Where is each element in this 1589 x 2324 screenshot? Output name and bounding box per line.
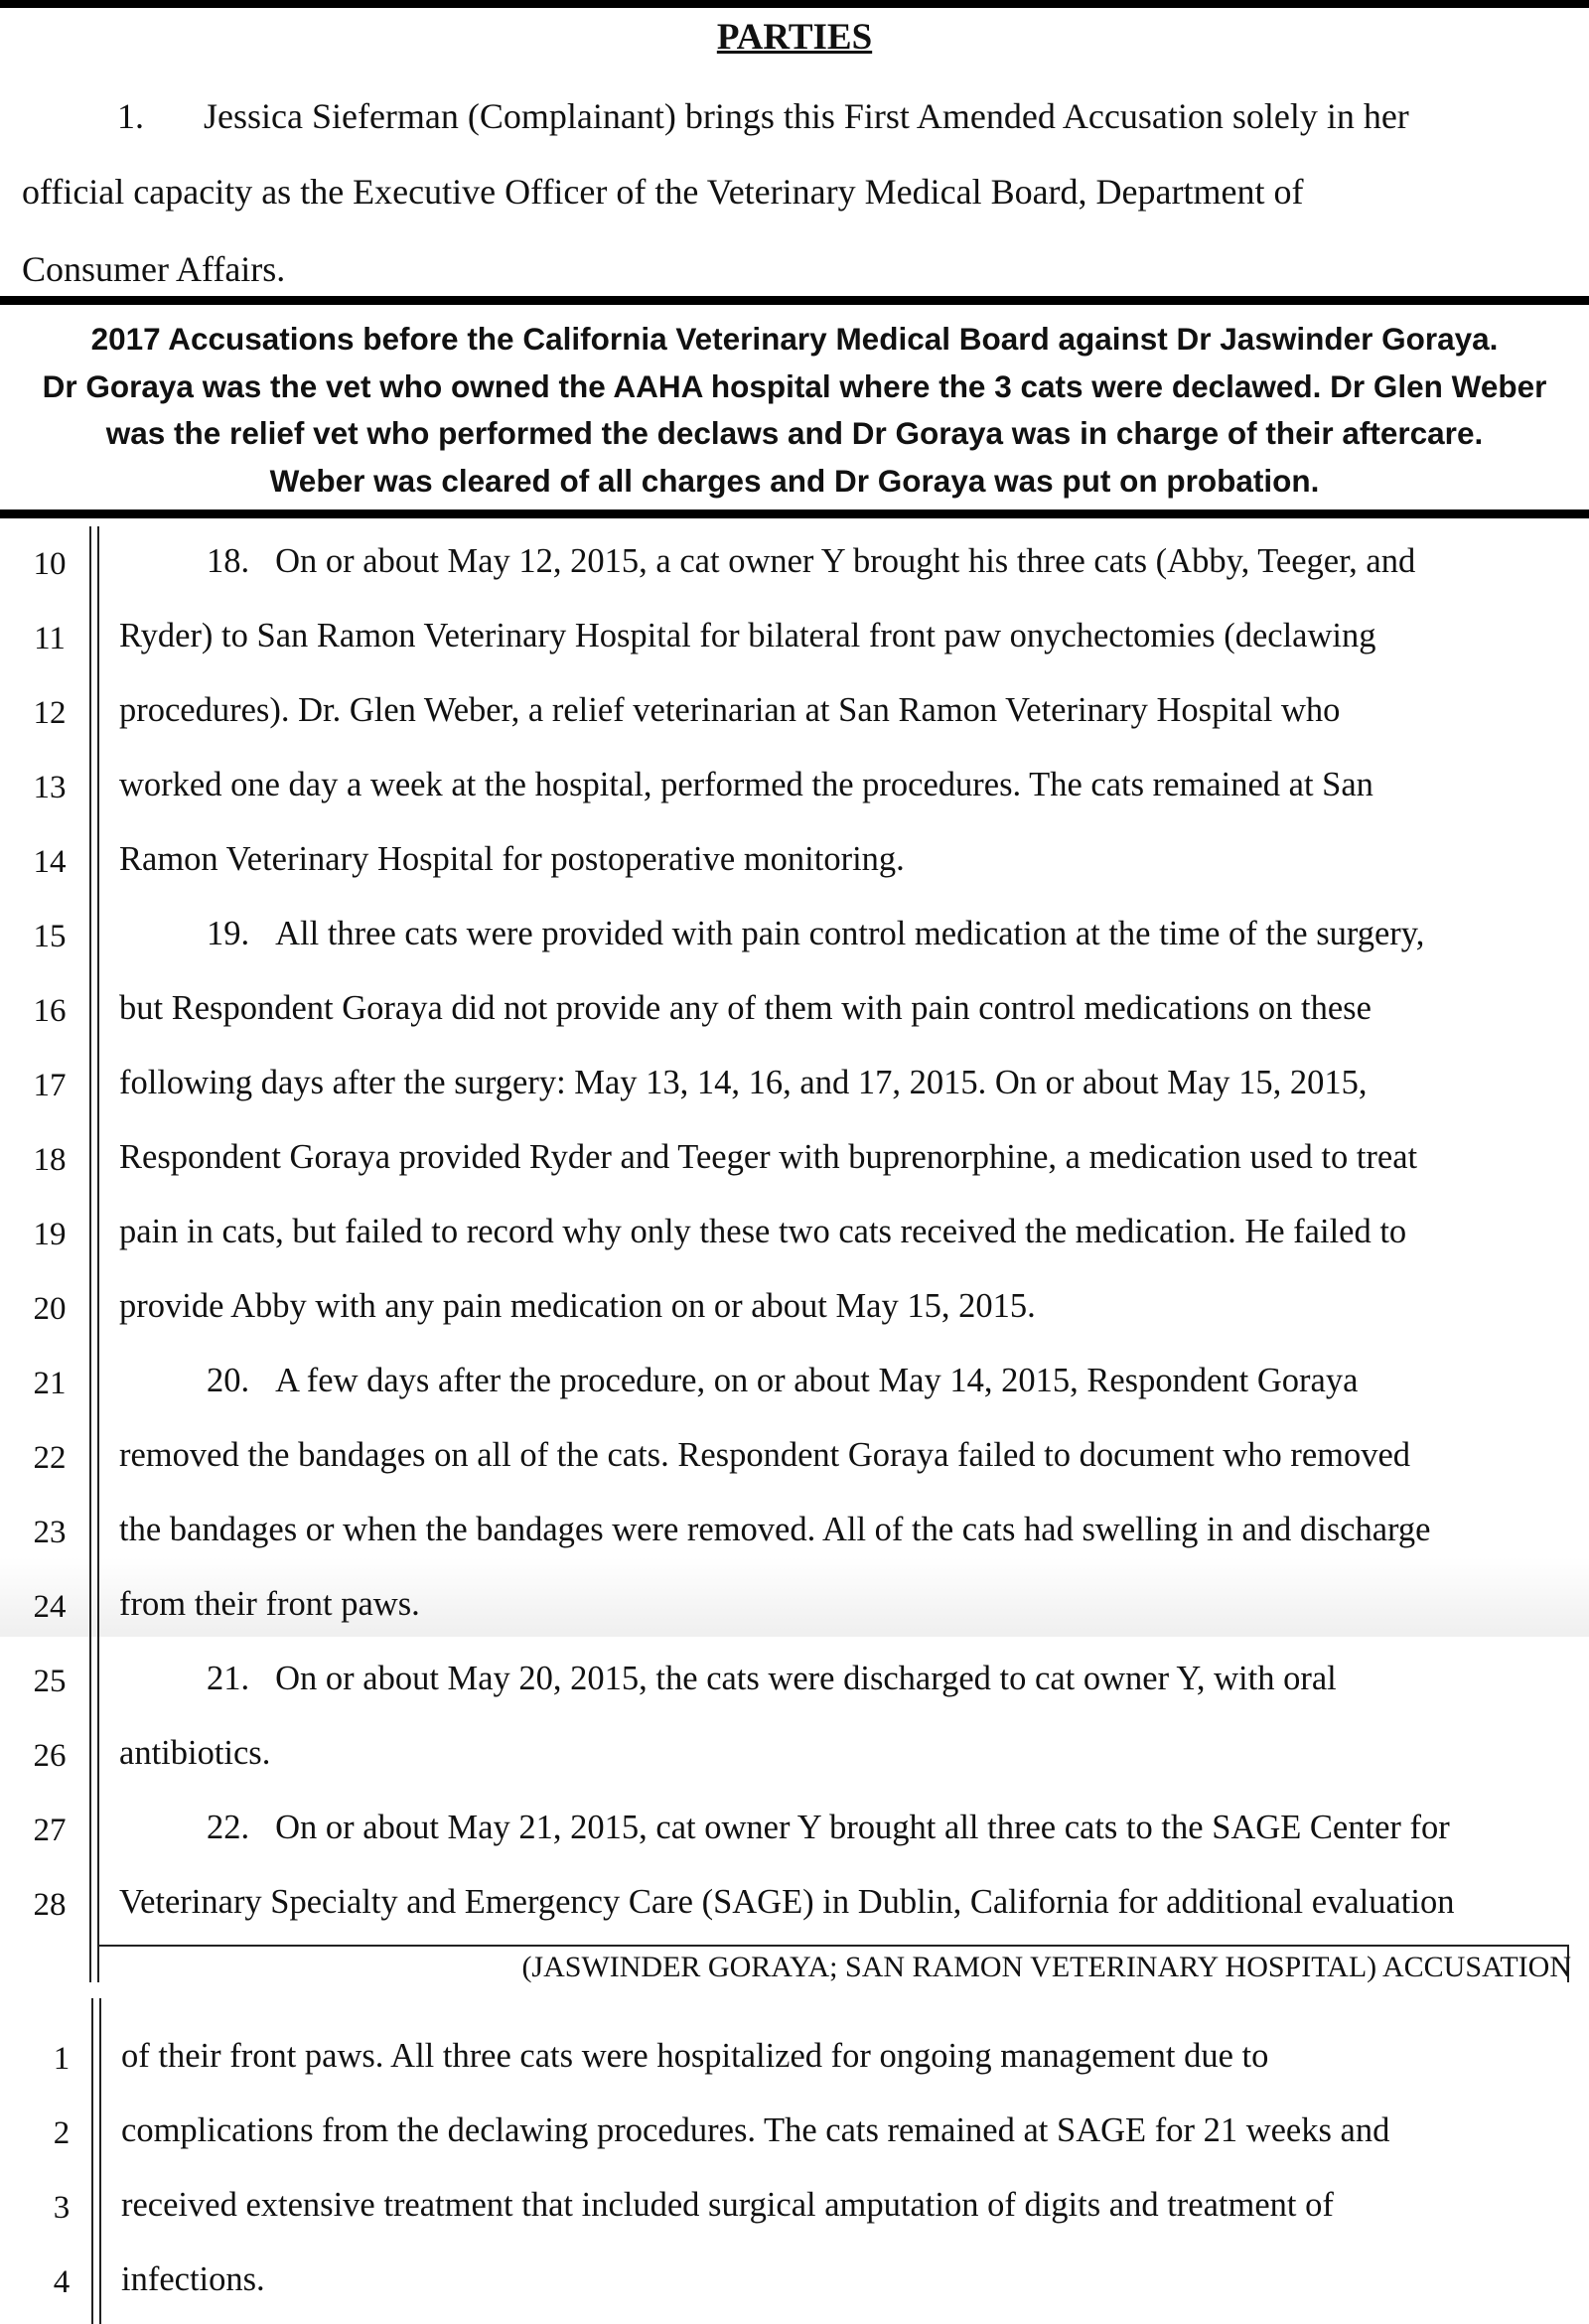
line-number: 4 <box>53 2264 71 2300</box>
text-line: worked one day a week at the hospital, performed the procedures. The cats remained at San <box>119 766 1373 803</box>
paragraph-number: 18. <box>207 542 250 580</box>
line-number: 26 <box>33 1738 67 1774</box>
line-text: All three cats were provided with pain control medication at the time of the surgery, <box>275 915 1425 952</box>
parties-line-2: official capacity as the Executive Officer of the Veterinary Medical Board, Department of <box>22 172 1304 212</box>
line-number: 21 <box>33 1366 67 1401</box>
parties-heading: PARTIES <box>716 17 873 58</box>
footer-caption: (JASWINDER GORAYA; SAN RAMON VETERINARY HOSPITAL) ACCUSATION <box>521 1951 1571 1983</box>
line-number: 12 <box>33 695 67 731</box>
text-line <box>207 1362 1358 1400</box>
caption-line-4: Weber was cleared of all charges and Dr Goraya was put on probation. <box>269 462 1320 499</box>
line-number: 16 <box>33 993 67 1029</box>
paragraph-number: 21. <box>207 1660 250 1697</box>
text-line: complications from the declawing procedures. The cats remained at SAGE for 21 weeks and <box>121 2111 1390 2149</box>
line-number: 11 <box>34 621 66 656</box>
text-line: Veterinary Specialty and Emergency Care (SAGE) in Dublin, California for additional evaluation <box>119 1883 1455 1921</box>
line-number: 15 <box>33 919 67 954</box>
text-line <box>207 1809 1450 1847</box>
paragraph-number: 20. <box>207 1362 250 1399</box>
margin-line-right <box>97 526 99 1982</box>
top-rule <box>0 0 1589 8</box>
line-number: 24 <box>33 1589 67 1625</box>
line-number: 2 <box>53 2115 71 2151</box>
line-number: 3 <box>53 2190 71 2226</box>
line-number: 25 <box>33 1664 67 1699</box>
text-line: following days after the surgery: May 13, 14, 16, and 17, 2015. On or about May 15, 2015, <box>119 1064 1368 1101</box>
line-number: 27 <box>33 1813 67 1848</box>
parties-paragraph-number: 1. <box>117 96 144 136</box>
text-line <box>207 915 1424 953</box>
caption-line-2: Dr Goraya was the vet who owned the AAHA hospital where the 3 cats were declawed. Dr Glen Weber <box>42 367 1547 404</box>
caption-line-1: 2017 Accusations before the California Veterinary Medical Board against Dr Jaswinder Goraya. <box>90 321 1499 357</box>
line-text: On or about May 21, 2015, cat owner Y brought all three cats to the SAGE Center for <box>275 1809 1450 1846</box>
line-number: 18 <box>33 1142 67 1178</box>
line-text: On or about May 20, 2015, the cats were discharged to cat owner Y, with oral <box>275 1660 1337 1697</box>
parties-line-1: Jessica Sieferman (Complainant) brings this First Amended Accusation solely in her <box>204 96 1409 136</box>
caption-top-rule <box>0 296 1589 305</box>
line-number: 13 <box>33 770 67 805</box>
text-line: pain in cats, but failed to record why only these two cats received the medication. He failed to <box>119 1213 1407 1250</box>
caption-line-3: was the relief vet who performed the declaws and Dr Goraya was in charge of their aftercare. <box>105 415 1484 451</box>
paragraph-number: 22. <box>207 1809 250 1846</box>
text-line: provide Abby with any pain medication on or about May 15, 2015. <box>119 1287 1036 1325</box>
margin-line-left <box>89 526 91 1982</box>
line-number: 20 <box>33 1291 67 1327</box>
text-line: procedures). Dr. Glen Weber, a relief veterinarian at San Ramon Veterinary Hospital who <box>119 691 1341 729</box>
text-line: Ryder) to San Ramon Veterinary Hospital for bilateral front paw onychectomies (declawing <box>119 617 1376 654</box>
line-number: 19 <box>33 1217 67 1252</box>
footer-rule <box>97 1945 1569 1947</box>
text-line: from their front paws. <box>119 1585 420 1623</box>
text-line: received extensive treatment that included surgical amputation of digits and treatment of <box>121 2186 1334 2224</box>
line-text: A few days after the procedure, on or about May 14, 2015, Respondent Goraya <box>275 1362 1359 1399</box>
caption-bottom-rule <box>0 509 1589 518</box>
parties-line-3: Consumer Affairs. <box>22 249 286 289</box>
line-number: 23 <box>33 1515 67 1550</box>
paragraph-number: 19. <box>207 915 250 952</box>
text-line <box>207 1660 1337 1698</box>
next-page-margin-right <box>99 1998 101 2324</box>
line-number: 22 <box>33 1440 67 1476</box>
text-line: removed the bandages on all of the cats. Respondent Goraya failed to document who removed <box>119 1436 1411 1474</box>
text-line: infections. <box>121 2260 265 2298</box>
line-text: On or about May 12, 2015, a cat owner Y brought his three cats (Abby, Teeger, and <box>275 542 1416 580</box>
line-number: 28 <box>33 1887 67 1923</box>
text-line <box>207 542 1415 581</box>
text-line: the bandages or when the bandages were removed. All of the cats had swelling in and discharge <box>119 1511 1431 1548</box>
caption-note <box>0 316 1589 505</box>
line-number: 17 <box>33 1068 67 1103</box>
text-line: of their front paws. All three cats were hospitalized for ongoing management due to <box>121 2037 1269 2075</box>
line-number: 14 <box>33 844 67 880</box>
line-number: 10 <box>33 546 67 582</box>
text-line: Ramon Veterinary Hospital for postoperative monitoring. <box>119 840 905 878</box>
text-line: but Respondent Goraya did not provide any of them with pain control medications on these <box>119 989 1372 1027</box>
line-number: 1 <box>53 2041 71 2077</box>
text-line: Respondent Goraya provided Ryder and Teeger with buprenorphine, a medication used to treat <box>119 1138 1418 1176</box>
text-line: antibiotics. <box>119 1734 271 1772</box>
